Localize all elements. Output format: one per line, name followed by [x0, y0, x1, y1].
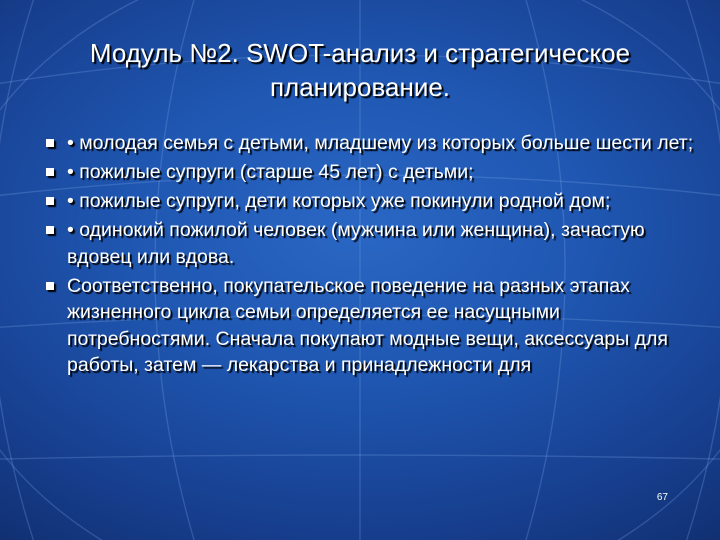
bullet-item-2 — [44, 159, 694, 186]
bullet-text-4: • одинокий пожилой человек (мужчина или женщина), зачастую вдовец или вдова. — [67, 219, 645, 268]
square-bullet-icon — [46, 197, 54, 205]
bullet-item-1 — [44, 130, 694, 157]
bullet-text-3: • пожилые супруги, дети которых уже покинули родной дом; — [67, 190, 611, 212]
bullet-item-4 — [44, 217, 694, 270]
bullet-item-3 — [44, 188, 694, 215]
square-bullet-icon — [46, 226, 54, 234]
bullet-text-2: • пожилые супруги (старше 45 лет) с детьми; — [67, 161, 474, 183]
bullet-item-5 — [44, 273, 694, 379]
bullet-text-5: Соответственно, покупательское поведение на разных этапах жизненного цикла семьи определяется ее насущными потребностями. Сначала покупают модные вещи, аксессуары для работы, затем — лекарства и принадлежности для — [67, 274, 668, 376]
bullet-text-1: • молодая семья с детьми, младшему из которых больше шести лет; — [67, 132, 694, 154]
slide-title-line-2: планирование. — [269, 72, 451, 102]
square-bullet-icon — [46, 282, 54, 290]
square-bullet-icon — [46, 139, 54, 147]
page-number: 67 — [656, 492, 668, 503]
bullet-list — [44, 130, 694, 381]
slide-title-line-1: Модуль №2. SWOT-анализ и стратегическое — [89, 38, 631, 68]
slide-title — [40, 36, 680, 104]
square-bullet-icon — [46, 168, 54, 176]
